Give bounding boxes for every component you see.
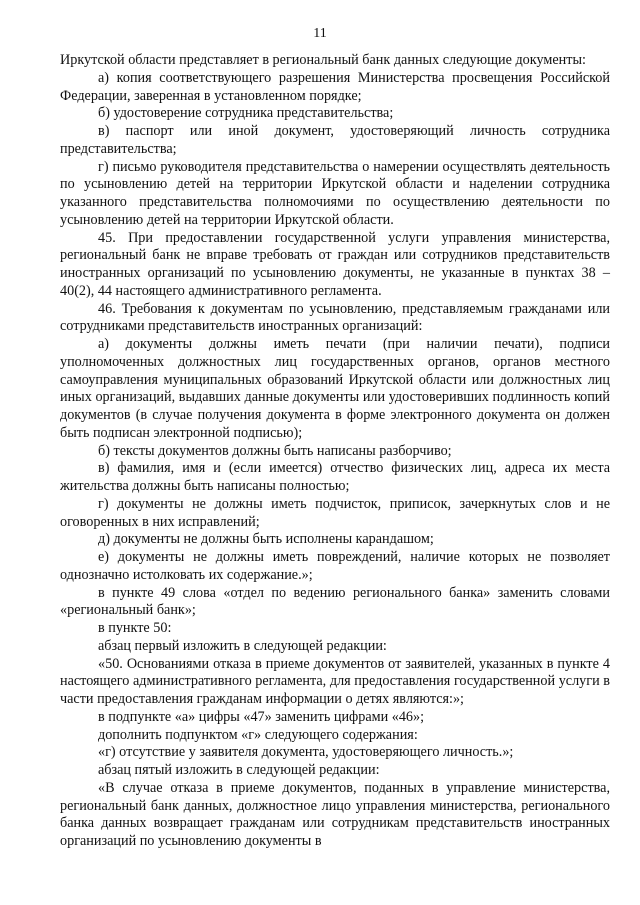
paragraph: абзац пятый изложить в следующей редакции: [98,762,380,778]
paragraph: в подпункте «а» цифры «47» заменить цифрами «46»; [98,708,425,725]
paragraph: в) паспорт или иной документ, удостоверяющий личность сотрудника представительства; [60,123,610,157]
paragraph: Иркутской области представляет в региональный банк данных следующие документы: [60,52,586,68]
paragraph: в пункте 49 слова «отдел по ведению регионального банка» заменить словами «региональный банк»; [60,584,610,619]
document-body [60,52,610,851]
paragraph: д) документы не должны быть исполнены карандашом; [98,531,434,548]
paragraph: «г) отсутствие у заявителя документа, удостоверяющего личность.»; [98,744,514,761]
paragraph: а) документы должны иметь печати (при наличии печати), подписи уполномоченных должностных лиц государственных органов, органов местного самоуправления муниципальных образований Иркутской области или должностных лиц иных организаций, выдавших данные документы или удостоверивших подлинность копий документов (в случае получения документа в форме электронного документа он должен быть подписан электронной подписью); [60,336,610,441]
paragraph: б) удостоверение сотрудника представительства; [98,105,394,122]
paragraph: е) документы не должны иметь повреждений, наличие которых не позволяет однозначно истолковать их содержание.»; [60,549,610,583]
paragraph: 45. При предоставлении государственной услуги управления министерства, региональный банк не вправе требовать от граждан или сотрудников представительств иностранных организаций по усыновлению документы, не указанные в пунктах 38 – 40(2), 44 настоящего административного регламента. [60,229,610,299]
paragraph: 46. Требования к документам по усыновлению, представляемым гражданами или сотрудниками представительств иностранных организаций: [60,300,610,335]
paragraph: а) копия соответствующего разрешения Министерства просвещения Российской Федерации, заверенная в установленном порядке; [60,69,610,104]
paragraph: б) тексты документов должны быть написаны разборчиво; [98,442,452,459]
paragraph: «В случае отказа в приеме документов, поданных в управление министерства, региональный банк данных, должностное лицо управления министерства, регионального банка данных возвращает гражданам или сотрудникам представительств иностранных организаций по усыновлению документы в [60,779,610,849]
paragraph: абзац первый изложить в следующей редакции: [98,637,387,654]
page-number: 11 [313,26,327,41]
paragraph: в пункте 50: [98,620,172,636]
paragraph: г) письмо руководителя представительства о намерении осуществлять деятельность по усыновлению детей на территории Иркутской области и наделении сотрудника указанного представительства полномочиями по осуществлению деятельности по усыновлению детей на территории Иркутской области. [60,158,610,228]
paragraph: г) документы не должны иметь подчисток, приписок, зачеркнутых слов и не оговоренных в них исправлений; [60,495,610,530]
paragraph: «50. Основаниями отказа в приеме документов от заявителей, указанных в пункте 4 настоящего административного регламента, для предоставления государственной услуги в части предоставления гражданам информации о детях являются:»; [60,655,610,707]
paragraph: дополнить подпунктом «г» следующего содержания: [98,726,418,743]
paragraph: в) фамилия, имя и (если имеется) отчество физических лиц, адреса их места жительства должны быть написаны полностью; [60,460,610,494]
